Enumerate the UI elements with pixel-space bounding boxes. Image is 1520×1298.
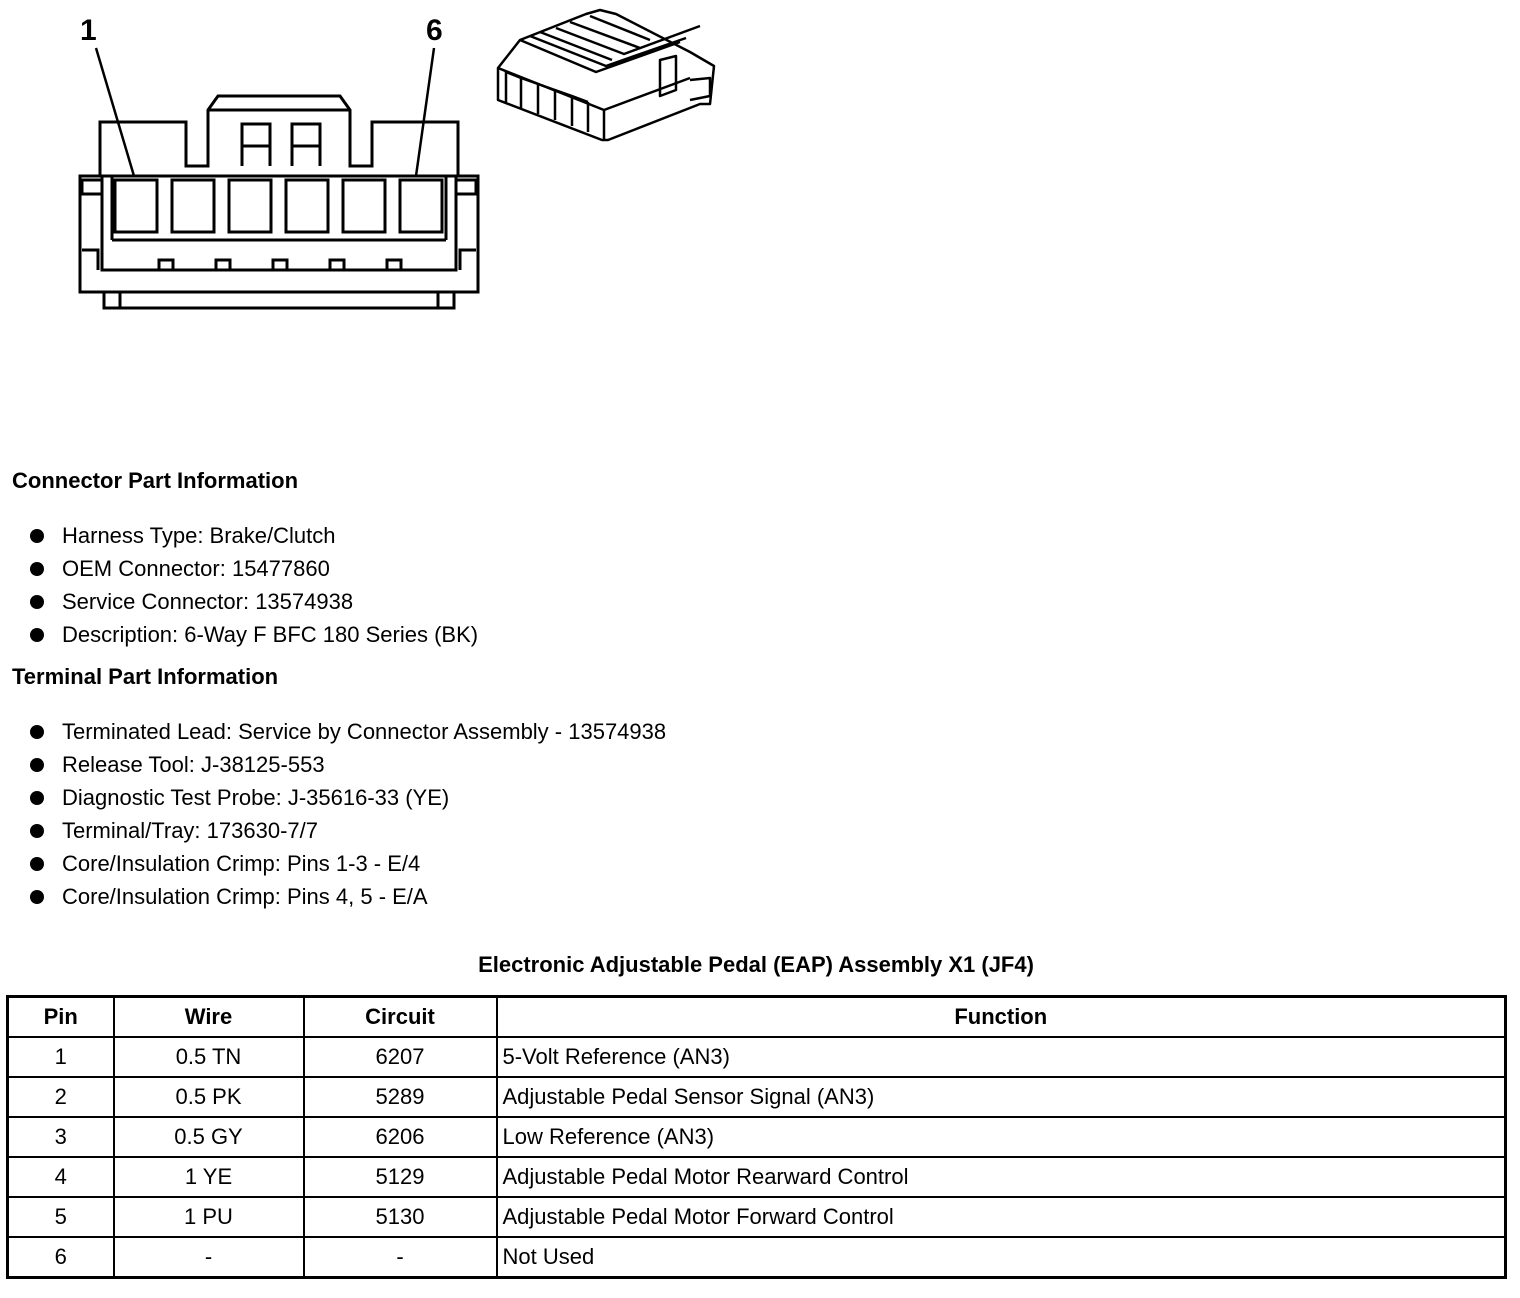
pin-cell: 5 <box>8 1197 114 1237</box>
table-row <box>8 1077 1506 1117</box>
bullet-icon <box>30 857 44 871</box>
circuit-cell: 5129 <box>304 1157 497 1197</box>
connector-info-list <box>28 519 478 651</box>
list-item: Diagnostic Test Probe: J-35616-33 (YE) <box>28 781 666 814</box>
list-item: Terminal/Tray: 173630-7/7 <box>28 814 666 847</box>
pin-1-leader <box>96 48 134 176</box>
table-row <box>8 1117 1506 1157</box>
pin-cell: 6 <box>8 1237 114 1278</box>
bullet-icon <box>30 791 44 805</box>
table-row <box>8 1237 1506 1278</box>
wire-cell: 1 YE <box>114 1157 304 1197</box>
column-header-function: Function <box>497 997 1506 1038</box>
function-cell: 5-Volt Reference (AN3) <box>497 1037 1506 1077</box>
list-item: Terminated Lead: Service by Connector Assembly - 13574938 <box>28 715 666 748</box>
pin-1-label: 1 <box>80 14 97 47</box>
function-cell: Not Used <box>497 1237 1506 1278</box>
table-row <box>8 1037 1506 1077</box>
list-item: Description: 6-Way F BFC 180 Series (BK) <box>28 618 478 651</box>
cavity-6 <box>400 180 442 232</box>
wire-cell: 1 PU <box>114 1197 304 1237</box>
circuit-cell: 5289 <box>304 1077 497 1117</box>
wire-cell: 0.5 PK <box>114 1077 304 1117</box>
list-item: Release Tool: J-38125-553 <box>28 748 666 781</box>
pinout-table <box>6 995 1507 1279</box>
function-cell: Adjustable Pedal Sensor Signal (AN3) <box>497 1077 1506 1117</box>
pin-cell: 2 <box>8 1077 114 1117</box>
connector-isometric-icon <box>498 10 714 140</box>
circuit-cell: 6206 <box>304 1117 497 1157</box>
list-item: Core/Insulation Crimp: Pins 1-3 - E/4 <box>28 847 666 880</box>
bullet-icon <box>30 890 44 904</box>
pin-table-title: Electronic Adjustable Pedal (EAP) Assembly X1 (JF4) <box>478 952 1034 977</box>
bullet-icon <box>30 758 44 772</box>
table-header-row <box>8 997 1506 1038</box>
wire-cell: 0.5 TN <box>114 1037 304 1077</box>
list-item: OEM Connector: 15477860 <box>28 552 478 585</box>
pin-6-leader <box>416 48 434 176</box>
list-item: Core/Insulation Crimp: Pins 4, 5 - E/A <box>28 880 666 913</box>
pin-cell: 1 <box>8 1037 114 1077</box>
circuit-cell: 5130 <box>304 1197 497 1237</box>
function-cell: Adjustable Pedal Motor Rearward Control <box>497 1157 1506 1197</box>
terminal-info-list <box>28 715 666 913</box>
table-row <box>8 1197 1506 1237</box>
circuit-cell: - <box>304 1237 497 1278</box>
connector-info-heading: Connector Part Information <box>12 468 299 493</box>
bullet-icon <box>30 824 44 838</box>
column-header-pin: Pin <box>8 997 114 1038</box>
wire-cell: 0.5 GY <box>114 1117 304 1157</box>
circuit-cell: 6207 <box>304 1037 497 1077</box>
connector-face-diagram <box>0 0 740 330</box>
cavity-5 <box>343 180 385 232</box>
column-header-wire: Wire <box>114 997 304 1038</box>
list-item: Service Connector: 13574938 <box>28 585 478 618</box>
column-header-circuit: Circuit <box>304 997 497 1038</box>
table-row <box>8 1157 1506 1197</box>
bullet-icon <box>30 628 44 642</box>
cavity-3 <box>229 180 271 232</box>
pin-6-label: 6 <box>426 14 443 47</box>
function-cell: Adjustable Pedal Motor Forward Control <box>497 1197 1506 1237</box>
wire-cell: - <box>114 1237 304 1278</box>
bullet-icon <box>30 595 44 609</box>
cavity-1 <box>115 180 157 232</box>
cavity-2 <box>172 180 214 232</box>
bullet-icon <box>30 562 44 576</box>
bullet-icon <box>30 725 44 739</box>
cavity-4 <box>286 180 328 232</box>
pin-cell: 4 <box>8 1157 114 1197</box>
function-cell: Low Reference (AN3) <box>497 1117 1506 1157</box>
pin-cell: 3 <box>8 1117 114 1157</box>
bullet-icon <box>30 529 44 543</box>
terminal-info-heading: Terminal Part Information <box>12 664 279 689</box>
list-item: Harness Type: Brake/Clutch <box>28 519 478 552</box>
